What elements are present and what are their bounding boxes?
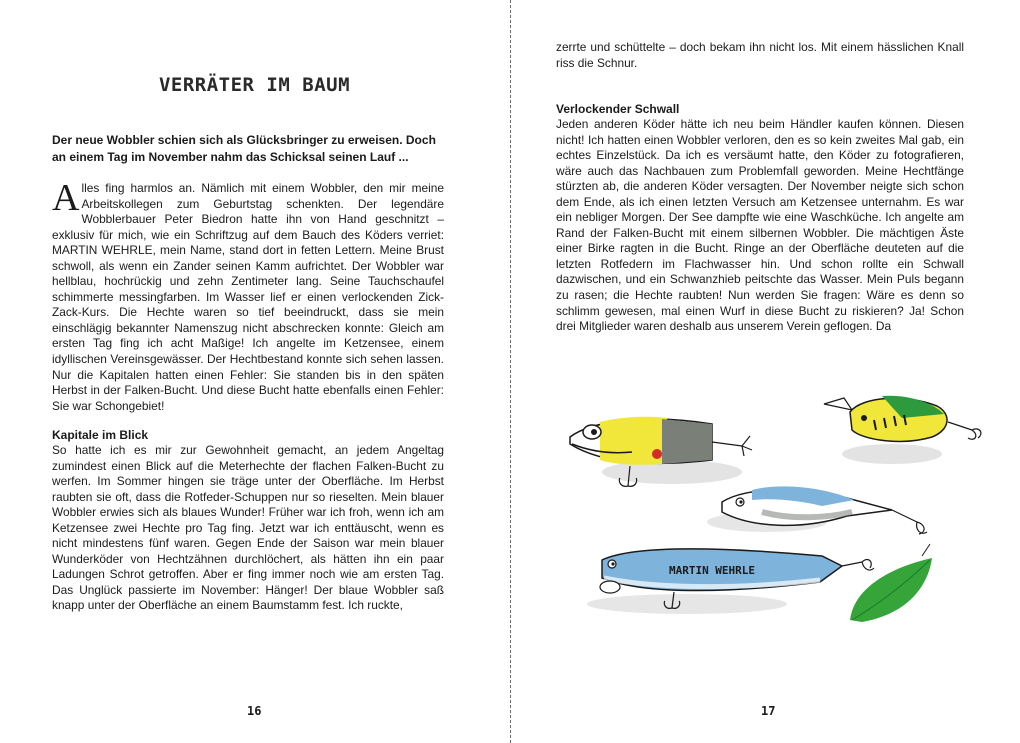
chapter-lead: Der neue Wobbler schien sich als Glücksbringer zu erweisen. Doch an einem Tag im November nahm das Schicksal seinen Lauf ... (52, 133, 436, 164)
fishing-lures-illustration (562, 382, 1012, 642)
right-page (512, 0, 1020, 743)
intro-text: lles fing harmlos an. Nämlich mit einem Wobbler, den mir meine Arbeitskollegen zum Geburtstag schenkten. Der legendäre Wobblerbauer Peter Biedron hatte ihn von Hand geschnitzt – exklusiv für mich, wie ein Schriftzug auf dem Bauch des Köders verriet: MARTIN WEHRLE, mein Name, stand dort in fetten Lettern. Meine Brust schwoll, als wenn ein Zander seinen Kamm aufrichtet. Der Wobbler war hellblau, hochrückig und zehn Zentimeter lang. Seine Tauchschaufel schimmerte messingfarben. Im Wasser lief er einen verlockenden Zick-Zack-Kurs. Die Hechte waren so tief beeindruckt, dass sie mein einschlägig bekannter Namenszug nicht abschrecken konnte: Gleich am ersten Tag fing ich acht Maßige! Ich angelte im Ketzensee, einem idyllischen Vereinsgewässer. Der Hechtbestand konnte sich sehen lassen. Nur die Kapitalen hatten einen Fehler: Sie standen bis in den späten Herbst in der Falken-Bucht. Und diese Bucht hatte ebenfalls einen Fehler: Sie war Schongebiet! (52, 181, 444, 413)
yellow-green-lure (824, 396, 981, 442)
page-number-left: 16 (247, 704, 262, 718)
left-page (0, 0, 509, 743)
drop-cap: A (52, 177, 80, 219)
page-number-right: 17 (761, 704, 776, 718)
chapter-title: VERRÄTER IM BAUM (158, 74, 351, 96)
section-heading-schwall: Verlockender Schwall (556, 102, 680, 116)
page-gutter-divider (510, 0, 511, 743)
section-heading-kapitale: Kapitale im Blick (52, 428, 149, 442)
section-text-schwall: Jeden anderen Köder hätte ich neu beim Händler kaufen können. Diesen nicht! Ich hatten einen Wobbler verloren, den es so kein zweites Mal gab, ein echtes Einzelstück. Da ich es versäumt hatte, den Köder zu fotografieren, wäre auch das Nachbauen zum Problemfall geworden. Meine Hechtfänge stürzten ab, die anderen Köder versagten. Der November neigte sich schon dem Ende, als ich einen letzten Versuch am Ketzensee unternahm. Es war ein nebliger Morgen. Der See dampfte wie eine Waschküche. Ich angelte am Rand der Falken-Bucht mit einem silbernen Wobbler. Die mächtigen Äste einer Birke ragten in die Bucht. Ringe an der Oberfläche deuteten auf die letzten Rotfedern im Flachwasser hin. Und schon rollte ein Schwall dazwischen, und ein Schwanzhieb peitschte das Wasser. Mein Puls begann zu rasen; die Hechte raubten! Nun werden Sie fragen: Wäre es denn so schlimm gewesen, mal einen Wurf in diese Bucht zu riskieren? Ja! Schon drei Mitglieder waren deshalb aus unserem Verein geflogen. Da (556, 117, 964, 334)
section-text-kapitale: So hatte ich es mir zur Gewohnheit gemacht, an jedem Angeltag zumindest einen Blick auf die Meterhechte der flachen Falken-Bucht zu werfen. Im Sommer hingen sie träge unter der Oberfläche. Im Herbst raubten sie oft, dass die Rotfeder-Schuppen nur so rieselten. Mein blauer Wobbler erwies sich als blaues Wunder! Früher war ich froh, wenn ich am Ketzensee zwei Hechte pro Tag fing. Jetzt war ich enttäuscht, wenn es nicht mindestens fünf waren. Gegen Ende der Saison war mein blauer Wunderköder von Hechtzähnen durchlöchert, als hätten ihn ein paar Ladungen Schrot getroffen. Aber er fing immer noch wie am ersten Tag. Das Unglück passierte im November: Hänger! Der blaue Wobbler saß knapp unter der Oberfläche an einem Baumstamm fest. Ich ruckte, (52, 443, 444, 613)
lure-name-label: MARTIN WEHRLE (668, 564, 756, 577)
continuation-text: zerrte und schüttelte – doch bekam ihn nicht los. Mit einem hässlichen Knall riss die Schnur. (556, 40, 964, 70)
intro-paragraph (52, 177, 444, 414)
leaf-icon (850, 544, 932, 622)
